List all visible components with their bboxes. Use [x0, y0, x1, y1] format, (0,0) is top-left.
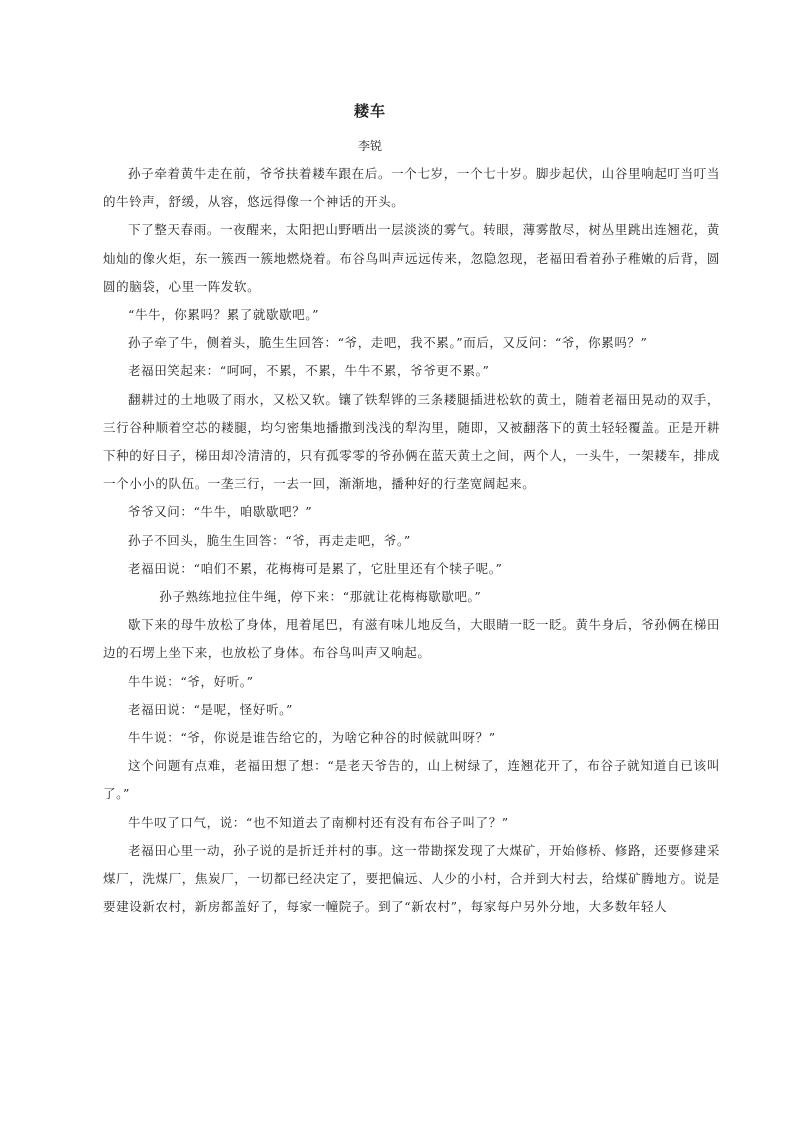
- paragraph: 翻耕过的土地吸了雨水，又松又软。镶了铁犁铧的三条耧腿插进松软的黄土，随着老福田晃动的双手，三行谷种顺着空芯的耧腿，均匀密集地播撒到浅浅的犁沟里，随即，又被翻落下的黄土轻轻覆盖。正是开耕下种的好日子，梯田却冷清清的，只有孤零零的爷孙俩在蓝天黄土之间，两个人，一头牛，一架耧车，排成一个小小的队伍。一垄三行，一去一回，渐渐地，播种好的行垄宽阔起来。: [103, 391, 720, 492]
- paragraph: 牛牛叹了口气，说：“也不知道去了南柳村还有没有布谷子叫了？”: [128, 814, 509, 830]
- paragraph: 孙子牵了牛，侧着头，脆生生回答：“爷，走吧，我不累。”而后，又反问：“爷，你累吗？”: [128, 335, 648, 351]
- article-body: [103, 160, 720, 921]
- paragraph: 老福田心里一动，孙子说的是折迁并村的事。这一带勘探发现了大煤矿，开始修桥、修路，还要修建采煤厂，洗煤厂，焦炭厂，一切都已经决定了，要把偏远、人少的小村，合并到大村去，给煤矿腾地方。说是要建设新农村，新房都盖好了，每家一幢院子。到了“新农村”，每家每户另外分地，大多数年轻人: [103, 842, 720, 915]
- article-title: 耧车: [353, 102, 386, 120]
- paragraph: 老福田说：“是呢，怪好听。”: [128, 701, 293, 717]
- paragraph: 孙子牵着黄牛走在前，爷爷扶着耧车跟在后。一个七岁，一个七十岁。脚步起伏，山谷里响起叮当叮当的牛铃声，舒缓，从容，悠远得像一个神话的开头。: [103, 166, 720, 210]
- paragraph: 歇下来的母牛放松了身体，甩着尾巴，有滋有味儿地反刍，大眼睛一眨一眨。黄牛身后，爷孙俩在梯田边的石塄上坐下来，也放松了身体。布谷鸟叫声又响起。: [103, 617, 720, 661]
- paragraph: “牛牛，你累吗？累了就歇歇吧。”: [128, 307, 320, 323]
- paragraph: 牛牛说：“爷，好听。”: [128, 673, 254, 689]
- paragraph: 孙子不回头，脆生生回答：“爷，再走走吧，爷。”: [128, 532, 411, 548]
- paragraph: 牛牛说：“爷，你说是谁告给它的，为啥它种谷的时候就叫呀？”: [128, 730, 496, 746]
- paragraph: 下了整天春雨。一夜醒来，太阳把山野晒出一层淡淡的雾气。转眼，薄雾散尽，树丛里跳出连翘花，黄灿灿的像火炬，东一簇西一簇地燃烧着。布谷鸟叫声远远传来，忽隐忽现，老福田看着孙子稚嫩的后背，圆圆的脑袋，心里一阵发软。: [103, 222, 720, 294]
- paragraph: 老福田笑起来：“呵呵，不累，不累，牛牛不累，爷爷更不累。”: [128, 363, 490, 379]
- paragraph: 这个问题有点难，老福田想了想：“是老天爷告的，山上树绿了，连翘花开了，布谷子就知道自已该叫了。”: [103, 758, 720, 802]
- paragraph: 老福田说：“咱们不累，花梅梅可是累了，它肚里还有个犊子呢。”: [128, 560, 503, 576]
- paragraph: 爷爷又问：“牛牛，咱歇歇吧？”: [128, 504, 313, 520]
- paragraph: 孙子熟练地拉住牛绳，停下来：“那就让花梅梅歇歇吧。”: [159, 589, 482, 605]
- article-author: 李锐: [357, 139, 382, 153]
